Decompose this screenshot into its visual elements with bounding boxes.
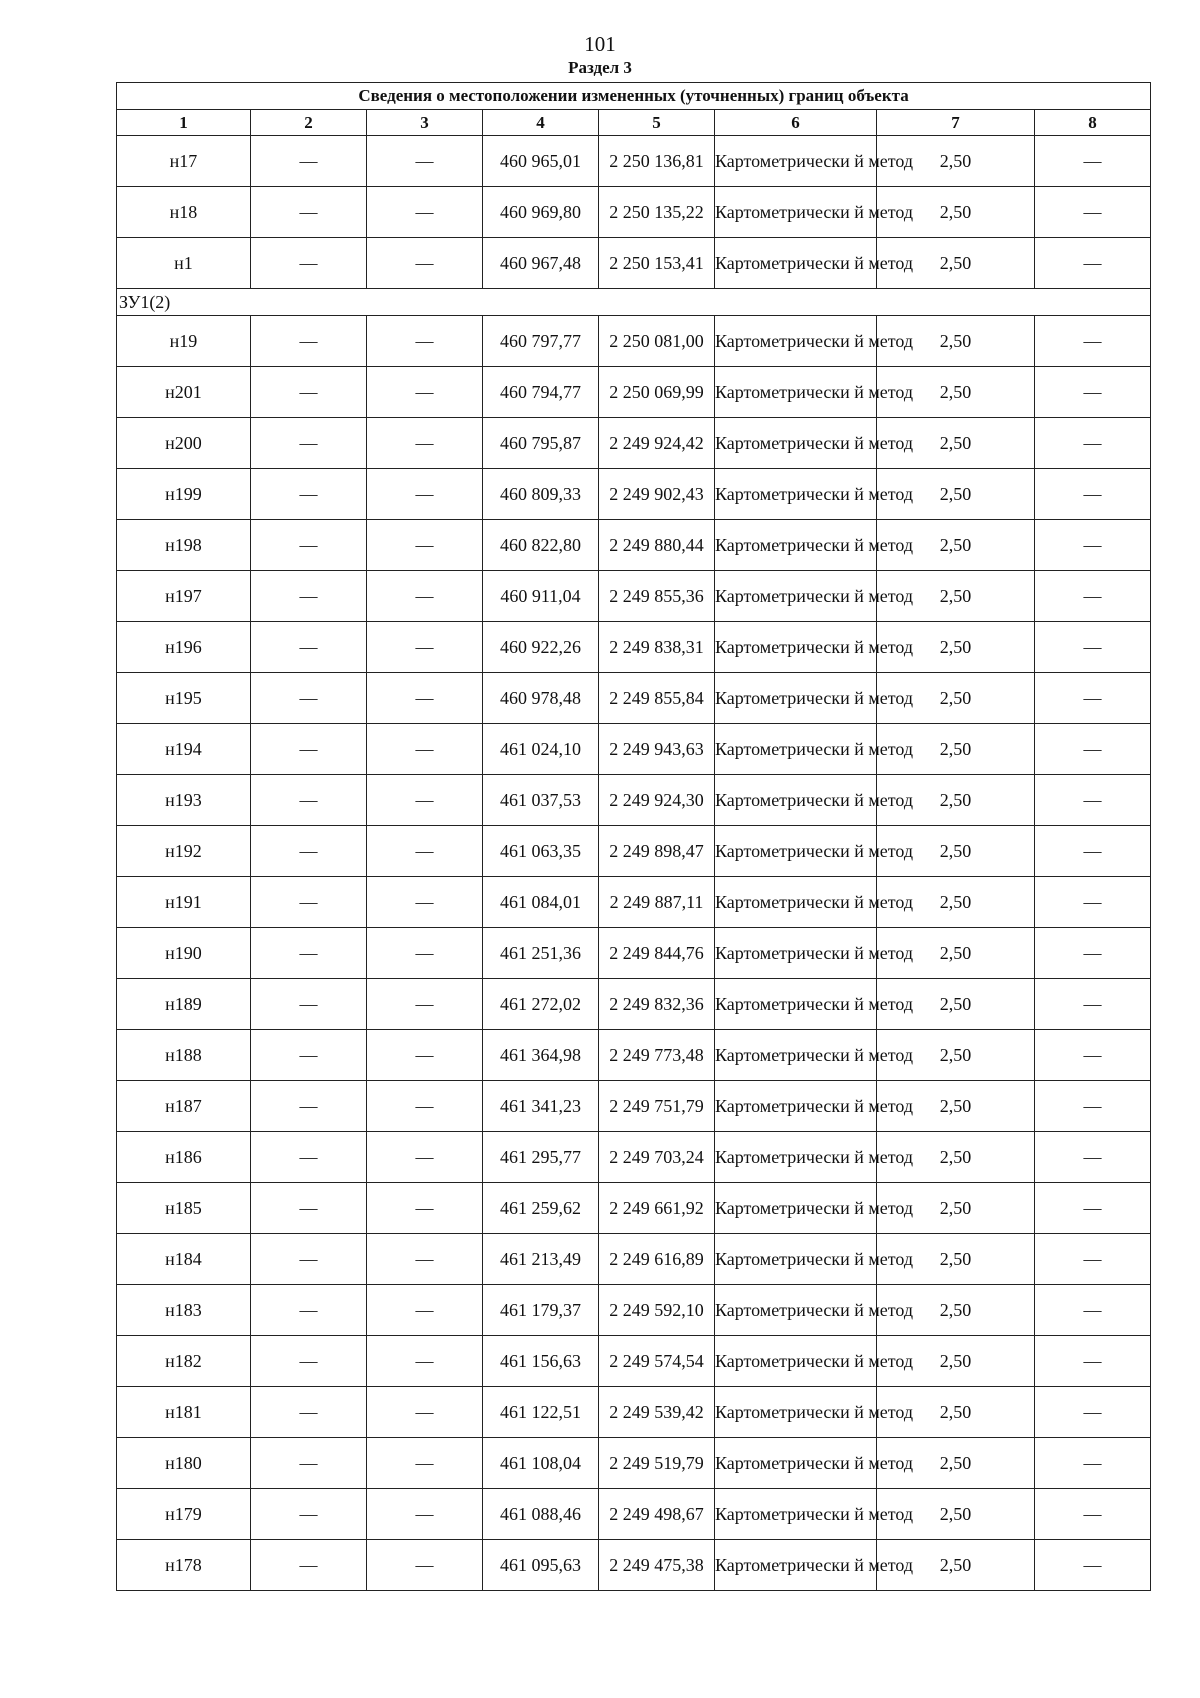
dash-cell: —: [367, 469, 483, 520]
dash-cell: —: [367, 1387, 483, 1438]
accuracy-cell: 2,50: [877, 1336, 1035, 1387]
table-row: [117, 1183, 1151, 1234]
table-row: [117, 520, 1151, 571]
dash-cell: —: [251, 187, 367, 238]
dash-cell: —: [1035, 571, 1151, 622]
method-cell: Картометрически й метод: [715, 367, 877, 418]
method-cell: Картометрически й метод: [715, 238, 877, 289]
point-cell: н178: [117, 1540, 251, 1591]
dash-cell: —: [1035, 520, 1151, 571]
y-coordinate-cell: 2 249 574,54: [599, 1336, 715, 1387]
accuracy-cell: 2,50: [877, 469, 1035, 520]
dash-cell: —: [367, 316, 483, 367]
column-number: 4: [483, 110, 599, 136]
method-cell: Картометрически й метод: [715, 1081, 877, 1132]
y-coordinate-cell: 2 249 751,79: [599, 1081, 715, 1132]
dash-cell: —: [367, 571, 483, 622]
x-coordinate-cell: 461 213,49: [483, 1234, 599, 1285]
method-cell: Картометрически й метод: [715, 826, 877, 877]
accuracy-cell: 2,50: [877, 1081, 1035, 1132]
x-coordinate-cell: 460 822,80: [483, 520, 599, 571]
y-coordinate-cell: 2 250 136,81: [599, 136, 715, 187]
dash-cell: —: [367, 367, 483, 418]
y-coordinate-cell: 2 249 832,36: [599, 979, 715, 1030]
point-cell: н181: [117, 1387, 251, 1438]
table-row: [117, 1489, 1151, 1540]
column-number: 5: [599, 110, 715, 136]
dash-cell: —: [251, 1540, 367, 1591]
table-row: [117, 928, 1151, 979]
method-cell: Картометрически й метод: [715, 877, 877, 928]
dash-cell: —: [367, 928, 483, 979]
y-coordinate-cell: 2 249 898,47: [599, 826, 715, 877]
x-coordinate-cell: 461 108,04: [483, 1438, 599, 1489]
y-coordinate-cell: 2 249 661,92: [599, 1183, 715, 1234]
point-cell: н196: [117, 622, 251, 673]
dash-cell: —: [251, 979, 367, 1030]
method-cell: Картометрически й метод: [715, 1540, 877, 1591]
accuracy-cell: 2,50: [877, 673, 1035, 724]
dash-cell: —: [367, 520, 483, 571]
x-coordinate-cell: 461 095,63: [483, 1540, 599, 1591]
accuracy-cell: 2,50: [877, 1132, 1035, 1183]
point-cell: н198: [117, 520, 251, 571]
dash-cell: —: [251, 1387, 367, 1438]
dash-cell: —: [251, 1336, 367, 1387]
table-row: [117, 136, 1151, 187]
method-cell: Картометрически й метод: [715, 469, 877, 520]
x-coordinate-cell: 460 797,77: [483, 316, 599, 367]
y-coordinate-cell: 2 249 902,43: [599, 469, 715, 520]
x-coordinate-cell: 461 341,23: [483, 1081, 599, 1132]
dash-cell: —: [367, 826, 483, 877]
dash-cell: —: [1035, 724, 1151, 775]
dash-cell: —: [1035, 1540, 1151, 1591]
table-row: [117, 724, 1151, 775]
x-coordinate-cell: 461 084,01: [483, 877, 599, 928]
method-cell: Картометрически й метод: [715, 1336, 877, 1387]
dash-cell: —: [251, 1438, 367, 1489]
table-body-top: [117, 136, 1151, 289]
table-row: [117, 1285, 1151, 1336]
y-coordinate-cell: 2 249 924,30: [599, 775, 715, 826]
accuracy-cell: 2,50: [877, 775, 1035, 826]
x-coordinate-cell: 460 922,26: [483, 622, 599, 673]
x-coordinate-cell: 461 259,62: [483, 1183, 599, 1234]
y-coordinate-cell: 2 249 855,36: [599, 571, 715, 622]
y-coordinate-cell: 2 249 838,31: [599, 622, 715, 673]
dash-cell: —: [367, 979, 483, 1030]
dash-cell: —: [251, 1081, 367, 1132]
column-number: 7: [877, 110, 1035, 136]
table-body-main: [117, 316, 1151, 1591]
table-row: [117, 418, 1151, 469]
dash-cell: —: [367, 673, 483, 724]
x-coordinate-cell: 461 063,35: [483, 826, 599, 877]
dash-cell: —: [251, 418, 367, 469]
accuracy-cell: 2,50: [877, 520, 1035, 571]
table-row: [117, 775, 1151, 826]
table-title: Сведения о местоположении измененных (уточненных) границ объекта: [117, 83, 1151, 110]
y-coordinate-cell: 2 249 519,79: [599, 1438, 715, 1489]
accuracy-cell: 2,50: [877, 316, 1035, 367]
x-coordinate-cell: 460 965,01: [483, 136, 599, 187]
accuracy-cell: 2,50: [877, 136, 1035, 187]
dash-cell: —: [251, 238, 367, 289]
dash-cell: —: [1035, 1387, 1151, 1438]
y-coordinate-cell: 2 249 887,11: [599, 877, 715, 928]
x-coordinate-cell: 461 122,51: [483, 1387, 599, 1438]
dash-cell: —: [251, 571, 367, 622]
accuracy-cell: 2,50: [877, 877, 1035, 928]
dash-cell: —: [1035, 136, 1151, 187]
method-cell: Картометрически й метод: [715, 928, 877, 979]
dash-cell: —: [251, 1132, 367, 1183]
y-coordinate-cell: 2 250 069,99: [599, 367, 715, 418]
x-coordinate-cell: 461 156,63: [483, 1336, 599, 1387]
dash-cell: —: [367, 1234, 483, 1285]
dash-cell: —: [251, 775, 367, 826]
dash-cell: —: [367, 877, 483, 928]
point-cell: н180: [117, 1438, 251, 1489]
dash-cell: —: [251, 1183, 367, 1234]
dash-cell: —: [1035, 673, 1151, 724]
method-cell: Картометрически й метод: [715, 571, 877, 622]
dash-cell: —: [367, 1489, 483, 1540]
dash-cell: —: [367, 1183, 483, 1234]
method-cell: Картометрически й метод: [715, 979, 877, 1030]
dash-cell: —: [251, 826, 367, 877]
y-coordinate-cell: 2 249 773,48: [599, 1030, 715, 1081]
dash-cell: —: [251, 316, 367, 367]
dash-cell: —: [367, 1540, 483, 1591]
y-coordinate-cell: 2 249 539,42: [599, 1387, 715, 1438]
dash-cell: —: [1035, 775, 1151, 826]
dash-cell: —: [367, 418, 483, 469]
accuracy-cell: 2,50: [877, 724, 1035, 775]
accuracy-cell: 2,50: [877, 1438, 1035, 1489]
table-row: [117, 1081, 1151, 1132]
dash-cell: —: [1035, 622, 1151, 673]
y-coordinate-cell: 2 249 475,38: [599, 1540, 715, 1591]
dash-cell: —: [251, 724, 367, 775]
dash-cell: —: [251, 928, 367, 979]
method-cell: Картометрически й метод: [715, 1438, 877, 1489]
group-row: [117, 289, 1151, 316]
method-cell: Картометрически й метод: [715, 1489, 877, 1540]
column-number: 6: [715, 110, 877, 136]
dash-cell: —: [251, 673, 367, 724]
dash-cell: —: [1035, 928, 1151, 979]
dash-cell: —: [367, 1081, 483, 1132]
table-row: [117, 469, 1151, 520]
x-coordinate-cell: 460 911,04: [483, 571, 599, 622]
table-row: [117, 1132, 1151, 1183]
column-number: 8: [1035, 110, 1151, 136]
method-cell: Картометрически й метод: [715, 187, 877, 238]
point-cell: н182: [117, 1336, 251, 1387]
dash-cell: —: [1035, 1132, 1151, 1183]
point-cell: н189: [117, 979, 251, 1030]
accuracy-cell: 2,50: [877, 1387, 1035, 1438]
method-cell: Картометрически й метод: [715, 136, 877, 187]
method-cell: Картометрически й метод: [715, 316, 877, 367]
accuracy-cell: 2,50: [877, 979, 1035, 1030]
x-coordinate-cell: 461 024,10: [483, 724, 599, 775]
table-row: [117, 1540, 1151, 1591]
y-coordinate-cell: 2 249 498,67: [599, 1489, 715, 1540]
dash-cell: —: [367, 187, 483, 238]
method-cell: Картометрически й метод: [715, 724, 877, 775]
x-coordinate-cell: 460 969,80: [483, 187, 599, 238]
dash-cell: —: [251, 1030, 367, 1081]
table-row: [117, 826, 1151, 877]
dash-cell: —: [1035, 1234, 1151, 1285]
method-cell: Картометрически й метод: [715, 775, 877, 826]
method-cell: Картометрически й метод: [715, 1132, 877, 1183]
dash-cell: —: [1035, 1081, 1151, 1132]
x-coordinate-cell: 461 295,77: [483, 1132, 599, 1183]
point-cell: н186: [117, 1132, 251, 1183]
point-cell: н184: [117, 1234, 251, 1285]
dash-cell: —: [251, 469, 367, 520]
method-cell: Картометрически й метод: [715, 1387, 877, 1438]
accuracy-cell: 2,50: [877, 1234, 1035, 1285]
dash-cell: —: [1035, 877, 1151, 928]
column-number: 3: [367, 110, 483, 136]
point-cell: н190: [117, 928, 251, 979]
point-cell: н17: [117, 136, 251, 187]
dash-cell: —: [367, 1336, 483, 1387]
method-cell: Картометрически й метод: [715, 520, 877, 571]
dash-cell: —: [251, 520, 367, 571]
point-cell: н185: [117, 1183, 251, 1234]
y-coordinate-cell: 2 249 880,44: [599, 520, 715, 571]
accuracy-cell: 2,50: [877, 826, 1035, 877]
x-coordinate-cell: 460 809,33: [483, 469, 599, 520]
table-row: [117, 979, 1151, 1030]
table-row: [117, 1336, 1151, 1387]
x-coordinate-cell: 461 364,98: [483, 1030, 599, 1081]
dash-cell: —: [1035, 1285, 1151, 1336]
point-cell: н188: [117, 1030, 251, 1081]
accuracy-cell: 2,50: [877, 238, 1035, 289]
table-row: [117, 1030, 1151, 1081]
point-cell: н199: [117, 469, 251, 520]
y-coordinate-cell: 2 249 616,89: [599, 1234, 715, 1285]
dash-cell: —: [1035, 1489, 1151, 1540]
x-coordinate-cell: 460 795,87: [483, 418, 599, 469]
method-cell: Картометрически й метод: [715, 1030, 877, 1081]
y-coordinate-cell: 2 249 592,10: [599, 1285, 715, 1336]
group-section: [117, 289, 1151, 316]
section-title: Раздел 3: [568, 58, 632, 77]
point-cell: н179: [117, 1489, 251, 1540]
dash-cell: —: [251, 1285, 367, 1336]
dash-cell: —: [367, 724, 483, 775]
dash-cell: —: [367, 238, 483, 289]
x-coordinate-cell: 460 967,48: [483, 238, 599, 289]
accuracy-cell: 2,50: [877, 1489, 1035, 1540]
y-coordinate-cell: 2 249 924,42: [599, 418, 715, 469]
dash-cell: —: [1035, 1336, 1151, 1387]
y-coordinate-cell: 2 249 943,63: [599, 724, 715, 775]
point-cell: н197: [117, 571, 251, 622]
accuracy-cell: 2,50: [877, 1540, 1035, 1591]
y-coordinate-cell: 2 250 081,00: [599, 316, 715, 367]
accuracy-cell: 2,50: [877, 571, 1035, 622]
dash-cell: —: [1035, 187, 1151, 238]
coordinates-table: [116, 82, 1151, 1591]
dash-cell: —: [367, 136, 483, 187]
accuracy-cell: 2,50: [877, 367, 1035, 418]
table-row: [117, 1234, 1151, 1285]
table-row: [117, 238, 1151, 289]
dash-cell: —: [251, 877, 367, 928]
x-coordinate-cell: 461 037,53: [483, 775, 599, 826]
y-coordinate-cell: 2 249 855,84: [599, 673, 715, 724]
column-number-row: [117, 110, 1151, 136]
table-row: [117, 877, 1151, 928]
x-coordinate-cell: 460 794,77: [483, 367, 599, 418]
method-cell: Картометрически й метод: [715, 1183, 877, 1234]
y-coordinate-cell: 2 250 153,41: [599, 238, 715, 289]
point-cell: н200: [117, 418, 251, 469]
y-coordinate-cell: 2 249 703,24: [599, 1132, 715, 1183]
method-cell: Картометрически й метод: [715, 418, 877, 469]
x-coordinate-cell: 461 251,36: [483, 928, 599, 979]
accuracy-cell: 2,50: [877, 1285, 1035, 1336]
point-cell: н1: [117, 238, 251, 289]
point-cell: н194: [117, 724, 251, 775]
dash-cell: —: [251, 622, 367, 673]
x-coordinate-cell: 461 088,46: [483, 1489, 599, 1540]
x-coordinate-cell: 461 179,37: [483, 1285, 599, 1336]
table-row: [117, 187, 1151, 238]
dash-cell: —: [367, 775, 483, 826]
accuracy-cell: 2,50: [877, 1183, 1035, 1234]
dash-cell: —: [251, 136, 367, 187]
method-cell: Картометрически й метод: [715, 1234, 877, 1285]
dash-cell: —: [1035, 1030, 1151, 1081]
accuracy-cell: 2,50: [877, 622, 1035, 673]
accuracy-cell: 2,50: [877, 187, 1035, 238]
point-cell: н192: [117, 826, 251, 877]
point-cell: н201: [117, 367, 251, 418]
point-cell: н195: [117, 673, 251, 724]
dash-cell: —: [1035, 316, 1151, 367]
table-row: [117, 367, 1151, 418]
dash-cell: —: [1035, 418, 1151, 469]
accuracy-cell: 2,50: [877, 928, 1035, 979]
y-coordinate-cell: 2 250 135,22: [599, 187, 715, 238]
dash-cell: —: [1035, 1183, 1151, 1234]
dash-cell: —: [1035, 238, 1151, 289]
point-cell: н187: [117, 1081, 251, 1132]
y-coordinate-cell: 2 249 844,76: [599, 928, 715, 979]
method-cell: Картометрически й метод: [715, 673, 877, 724]
dash-cell: —: [1035, 1438, 1151, 1489]
dash-cell: —: [251, 1234, 367, 1285]
table-title-row: [117, 83, 1151, 110]
dash-cell: —: [367, 1132, 483, 1183]
group-label: ЗУ1(2): [117, 289, 1151, 316]
dash-cell: —: [1035, 469, 1151, 520]
table-row: [117, 673, 1151, 724]
dash-cell: —: [1035, 826, 1151, 877]
dash-cell: —: [367, 1030, 483, 1081]
column-number: 1: [117, 110, 251, 136]
table-row: [117, 571, 1151, 622]
method-cell: Картометрически й метод: [715, 1285, 877, 1336]
point-cell: н19: [117, 316, 251, 367]
table-row: [117, 622, 1151, 673]
accuracy-cell: 2,50: [877, 418, 1035, 469]
method-cell: Картометрически й метод: [715, 622, 877, 673]
point-cell: н193: [117, 775, 251, 826]
page-number: 101: [584, 32, 616, 56]
table-row: [117, 1438, 1151, 1489]
accuracy-cell: 2,50: [877, 1030, 1035, 1081]
dash-cell: —: [1035, 979, 1151, 1030]
table-row: [117, 1387, 1151, 1438]
dash-cell: —: [367, 1285, 483, 1336]
x-coordinate-cell: 460 978,48: [483, 673, 599, 724]
column-number: 2: [251, 110, 367, 136]
dash-cell: —: [367, 1438, 483, 1489]
dash-cell: —: [251, 1489, 367, 1540]
point-cell: н18: [117, 187, 251, 238]
point-cell: н191: [117, 877, 251, 928]
point-cell: н183: [117, 1285, 251, 1336]
dash-cell: —: [367, 622, 483, 673]
dash-cell: —: [1035, 367, 1151, 418]
dash-cell: —: [251, 367, 367, 418]
x-coordinate-cell: 461 272,02: [483, 979, 599, 1030]
table-row: [117, 316, 1151, 367]
